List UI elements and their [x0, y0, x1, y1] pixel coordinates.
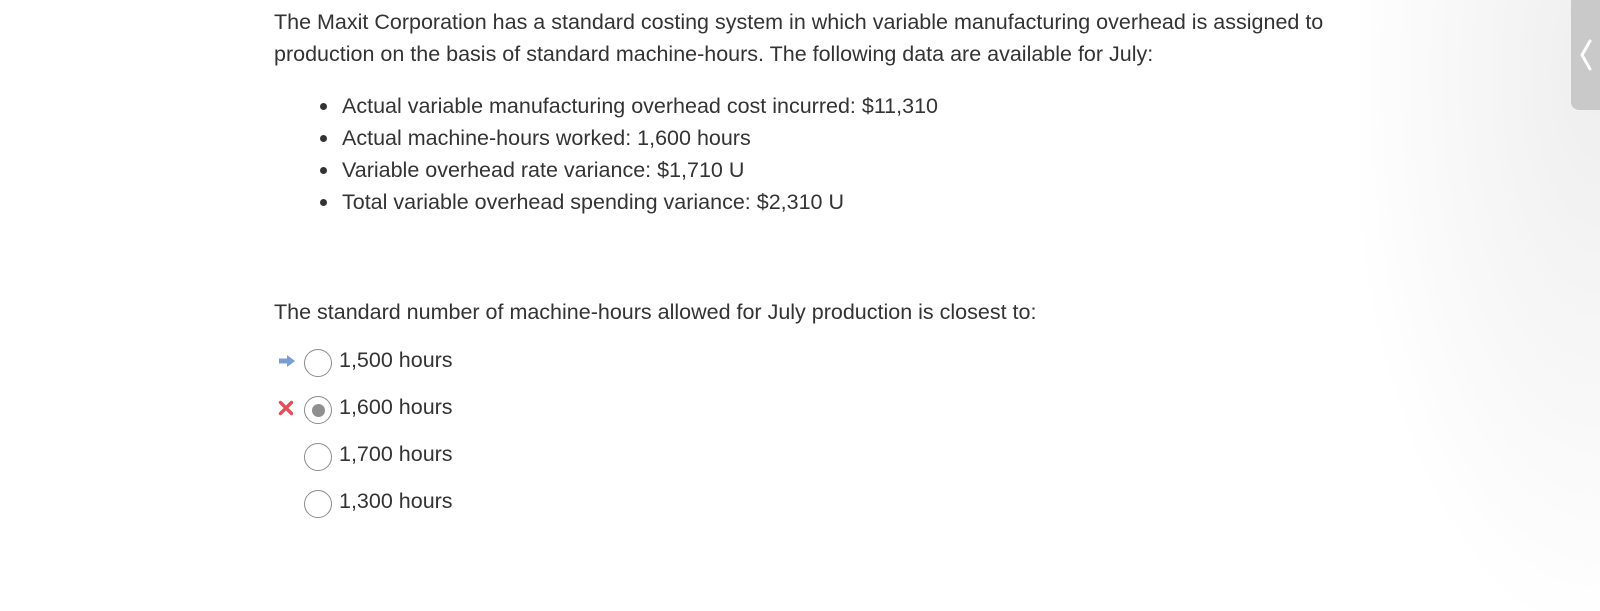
marker-slot	[274, 485, 304, 519]
radio-button[interactable]	[304, 443, 332, 471]
list-item	[318, 90, 1354, 122]
marker-slot	[274, 344, 304, 378]
question-intro: The Maxit Corporation has a standard costing system in which variable manufacturing overhead is assigned to production on the basis of standard machine-hours. The following data are available for July:	[274, 10, 1324, 66]
marker-slot	[274, 391, 304, 425]
incorrect-x-icon	[278, 400, 294, 416]
radio-button-selected[interactable]	[304, 396, 332, 424]
option-label: 1,700 hours	[339, 442, 453, 466]
marker-slot	[274, 438, 304, 472]
radio-selected-dot	[312, 404, 325, 417]
list-item	[318, 122, 1354, 154]
radio-button[interactable]	[304, 490, 332, 518]
fact-text: Variable overhead rate variance: $1,710 U	[342, 158, 745, 182]
fact-text: Actual variable manufacturing overhead cost incurred: $11,310	[342, 94, 938, 118]
option-label: 1,300 hours	[339, 489, 453, 513]
answer-option-1500[interactable]	[274, 344, 1354, 391]
list-item	[318, 186, 1354, 218]
radio-button[interactable]	[304, 349, 332, 377]
fact-text: Actual machine-hours worked: 1,600 hours	[342, 126, 751, 150]
option-label: 1,500 hours	[339, 348, 453, 372]
fact-text: Total variable overhead spending variance: $2,310 U	[342, 190, 844, 214]
correct-answer-arrow-icon	[278, 354, 296, 368]
facts-list	[274, 90, 1354, 218]
answer-option-1600[interactable]	[274, 391, 1354, 438]
answer-option-1700[interactable]	[274, 438, 1354, 485]
option-label: 1,600 hours	[339, 395, 453, 419]
answer-option-1300[interactable]	[274, 485, 1354, 532]
bullet-icon	[320, 135, 327, 142]
chevron-left-icon	[1578, 38, 1594, 72]
side-panel-toggle[interactable]	[1571, 0, 1600, 110]
bullet-icon	[320, 199, 327, 206]
list-item	[318, 154, 1354, 186]
right-edge-shade	[1360, 0, 1600, 611]
question-prompt: The standard number of machine-hours allowed for July production is closest to:	[274, 300, 1037, 324]
answer-options	[274, 344, 1354, 532]
bullet-icon	[320, 167, 327, 174]
question-content	[274, 6, 1354, 532]
bullet-icon	[320, 103, 327, 110]
